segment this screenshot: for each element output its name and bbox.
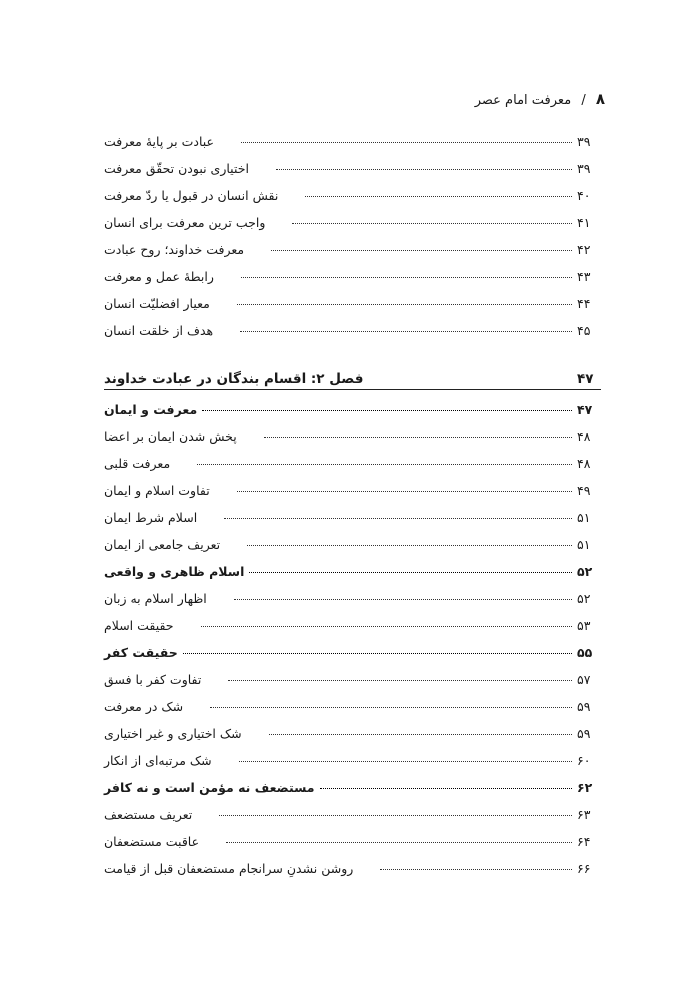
toc-entry-row bbox=[104, 149, 601, 176]
toc-entry-row bbox=[104, 176, 601, 203]
toc-entry-title: شک در معرفت bbox=[104, 699, 184, 714]
toc-entry-row bbox=[104, 203, 601, 230]
toc-entry-title: هدف از خلقت انسان bbox=[104, 323, 214, 338]
toc-entry-page: ۴۰ bbox=[577, 188, 591, 203]
toc-entry-row bbox=[104, 606, 601, 633]
toc-entry-title: شک مرتبه‌ای از انکار bbox=[104, 753, 212, 768]
dot-leader bbox=[197, 464, 572, 465]
toc-entry-title: نقش انسان در قبول یا ردّ معرفت bbox=[104, 188, 279, 203]
toc-entry-title: تعریف جامعی از ایمان bbox=[104, 537, 221, 552]
dot-leader bbox=[224, 518, 572, 519]
toc-entry-page: ۴۹ bbox=[577, 483, 591, 498]
toc-entry-page: ۳۹ bbox=[577, 161, 591, 176]
toc-entry-title: رابطهٔ عمل و معرفت bbox=[104, 269, 214, 284]
dot-leader bbox=[241, 277, 572, 278]
toc-entry-page: ۳۹ bbox=[577, 134, 591, 149]
dot-leader bbox=[247, 545, 572, 546]
dot-leader bbox=[264, 437, 572, 438]
dot-leader bbox=[239, 761, 572, 762]
header-separator: / bbox=[581, 93, 586, 108]
dot-leader bbox=[201, 626, 572, 627]
toc-entry-page: ۴۷ bbox=[577, 371, 594, 387]
toc-entry-row bbox=[104, 284, 601, 311]
dot-leader bbox=[271, 250, 572, 251]
toc-entry-title: شک اختیاری و غیر اختیاری bbox=[104, 726, 242, 741]
toc-heading-row bbox=[104, 552, 601, 579]
dot-leader bbox=[219, 815, 572, 816]
toc-entry-row bbox=[104, 687, 601, 714]
toc-entry-page: ۶۰ bbox=[577, 753, 591, 768]
toc-entry-title: اسلام ظاهری و واقعی bbox=[104, 564, 245, 579]
toc-entry-page: ۵۹ bbox=[577, 699, 591, 714]
toc-heading-row bbox=[104, 633, 601, 660]
toc-entry-title: عبادت بر پایهٔ معرفت bbox=[104, 134, 215, 149]
toc-entry-page: ۶۳ bbox=[577, 807, 591, 822]
toc-entry-row bbox=[104, 822, 601, 849]
toc-entry-title: اظهار اسلام به زبان bbox=[104, 591, 207, 606]
table-of-contents bbox=[104, 122, 601, 876]
toc-entry-page: ۵۹ bbox=[577, 726, 591, 741]
toc-entry-page: ۵۲ bbox=[577, 591, 591, 606]
dot-leader bbox=[228, 680, 572, 681]
toc-entry-page: ۵۷ bbox=[577, 672, 591, 687]
toc-entry-page: ۵۵ bbox=[577, 645, 593, 660]
toc-entry-page: ۶۴ bbox=[577, 834, 591, 849]
toc-entry-row bbox=[104, 660, 601, 687]
toc-entry-row bbox=[104, 849, 601, 876]
toc-entry-title: حقیقت اسلام bbox=[104, 618, 174, 633]
toc-entry-page: ۴۸ bbox=[577, 429, 591, 444]
dot-leader bbox=[226, 842, 572, 843]
toc-entry-title: واجب ترین معرفت برای انسان bbox=[104, 215, 266, 230]
toc-entry-title: عاقبت مستضعفان bbox=[104, 834, 200, 849]
toc-entry-row bbox=[104, 257, 601, 284]
toc-entry-row bbox=[104, 417, 601, 444]
toc-entry-title: روشن نشدنِ سرانجام مستضعفان قبل از قیامت bbox=[104, 861, 354, 876]
toc-entry-title: اسلام شرط ایمان bbox=[104, 510, 198, 525]
toc-entry-row bbox=[104, 311, 601, 338]
dot-leader bbox=[183, 653, 572, 654]
toc-entry-title: معرفت خداوند؛ روح عبادت bbox=[104, 242, 245, 257]
dot-leader bbox=[305, 196, 572, 197]
toc-entry-row bbox=[104, 230, 601, 257]
toc-entry-page: ۴۳ bbox=[577, 269, 591, 284]
page-number: ۸ bbox=[595, 90, 605, 108]
dot-leader bbox=[276, 169, 572, 170]
toc-entry-title: معرفت و ایمان bbox=[104, 402, 198, 417]
toc-entry-title: تعریف مستضعف bbox=[104, 807, 193, 822]
toc-entry-title: معیار افضلیّت انسان bbox=[104, 296, 210, 311]
toc-entry-page: ۵۱ bbox=[577, 537, 591, 552]
dot-leader bbox=[380, 869, 572, 870]
toc-entry-row bbox=[104, 714, 601, 741]
running-header bbox=[475, 90, 605, 108]
toc-chapter-row bbox=[104, 360, 601, 390]
toc-entry-row bbox=[104, 579, 601, 606]
toc-entry-page: ۴۲ bbox=[577, 242, 591, 257]
dot-leader bbox=[234, 599, 572, 600]
toc-entry-row bbox=[104, 122, 601, 149]
toc-entry-page: ۴۷ bbox=[577, 402, 593, 417]
toc-entry-row bbox=[104, 795, 601, 822]
toc-entry-row bbox=[104, 525, 601, 552]
dot-leader bbox=[292, 223, 572, 224]
dot-leader bbox=[202, 410, 572, 411]
toc-entry-row bbox=[104, 741, 601, 768]
toc-entry-page: ۵۳ bbox=[577, 618, 591, 633]
toc-entry-page: ۴۵ bbox=[577, 323, 591, 338]
book-title: معرفت امام عصر bbox=[474, 93, 572, 108]
toc-entry-title: پخش شدن ایمان بر اعضا bbox=[104, 429, 237, 444]
toc-entry-title: تفاوت اسلام و ایمان bbox=[104, 483, 210, 498]
toc-heading-row bbox=[104, 390, 601, 417]
toc-entry-page: ۴۸ bbox=[577, 456, 591, 471]
dot-leader bbox=[237, 304, 572, 305]
toc-entry-title: مستضعف نه مؤمن است و نه کافر bbox=[104, 780, 315, 795]
dot-leader bbox=[241, 142, 572, 143]
toc-entry-page: ۴۱ bbox=[577, 215, 591, 230]
toc-entry-title: اختیاری نبودن تحقّق معرفت bbox=[104, 161, 249, 176]
toc-entry-page: ۴۴ bbox=[577, 296, 591, 311]
toc-heading-row bbox=[104, 768, 601, 795]
toc-entry-row bbox=[104, 498, 601, 525]
dot-leader bbox=[210, 707, 572, 708]
toc-entry-page: ۶۶ bbox=[577, 861, 591, 876]
toc-entry-title: معرفت قلبی bbox=[104, 456, 171, 471]
toc-entry-page: ۶۲ bbox=[577, 780, 593, 795]
toc-entry-title: حقیقت کفر bbox=[104, 645, 178, 660]
toc-entry-row bbox=[104, 444, 601, 471]
toc-entry-row bbox=[104, 471, 601, 498]
dot-leader bbox=[269, 734, 572, 735]
dot-leader bbox=[240, 331, 572, 332]
toc-entry-title: تفاوت کفر با فسق bbox=[104, 672, 202, 687]
dot-leader bbox=[237, 491, 572, 492]
toc-entry-page: ۵۱ bbox=[577, 510, 591, 525]
toc-entry-page: ۵۲ bbox=[577, 564, 593, 579]
dot-leader bbox=[320, 788, 572, 789]
dot-leader bbox=[249, 572, 572, 573]
toc-entry-title: فصل ۲: اقسام بندگان در عبادت خداوند bbox=[104, 371, 364, 387]
